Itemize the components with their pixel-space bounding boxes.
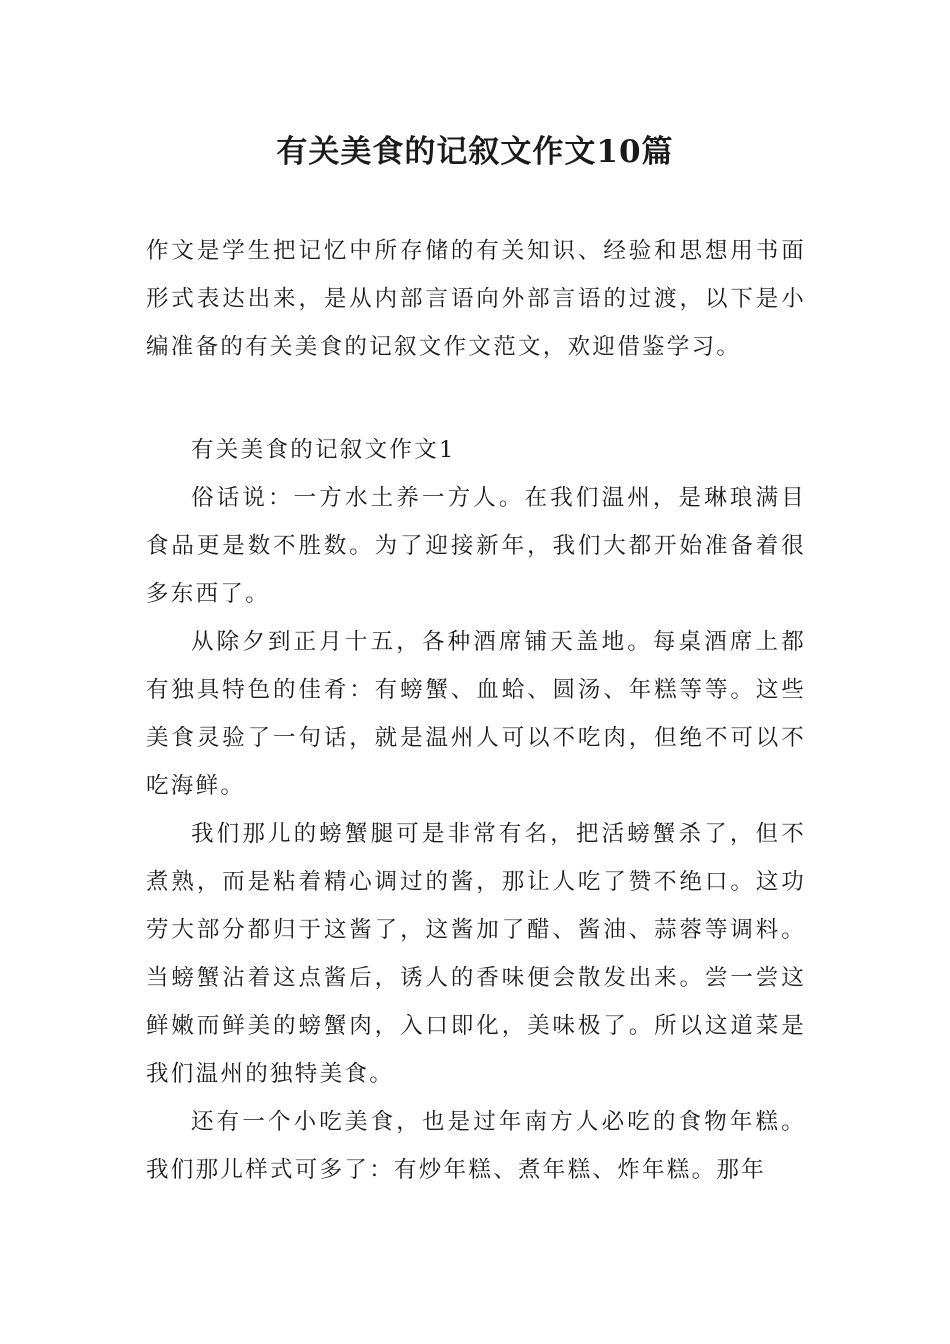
body-paragraph: 还有一个小吃美食，也是过年南方人必吃的食物年糕。我们那儿样式可多了：有炒年糕、煮年糕、炸年糕。那年 (146, 1109, 806, 1183)
intro-paragraph: 作文是学生把记忆中所存储的有关知识、经验和思想用书面形式表达出来，是从内部言语向外部言语的过渡，以下是小编准备的有关美食的记叙文作文范文，欢迎借鉴学习。 (146, 238, 806, 360)
body-paragraph: 我们那儿的螃蟹腿可是非常有名，把活螃蟹杀了，但不煮熟，而是粘着精心调过的酱，那让人吃了赞不绝口。这功劳大部分都归于这酱了，这酱加了醋、酱油、蒜蓉等调料。当螃蟹沾着这点酱后，诱人的香味便会散发出来。尝一尝这鲜嫩而鲜美的螃蟹肉，入口即化，美味极了。所以这道菜是我们温州的独特美食。 (146, 821, 806, 1087)
body-paragraph: 从除夕到正月十五，各种酒席铺天盖地。每桌酒席上都有独具特色的佳肴：有螃蟹、血蛤、圆汤、年糕等等。这些美食灵验了一句话，就是温州人可以不吃肉，但绝不可以不吃海鲜。 (146, 629, 806, 799)
body-paragraph: 俗话说：一方水土养一方人。在我们温州，是琳琅满目食品更是数不胜数。为了迎接新年，我们大都开始准备着很多东西了。 (146, 485, 806, 607)
document-title: 有关美食的记叙文作文10篇 (276, 134, 674, 170)
section-heading: 有关美食的记叙文作文1 (191, 437, 456, 463)
essay-content (146, 426, 806, 1194)
